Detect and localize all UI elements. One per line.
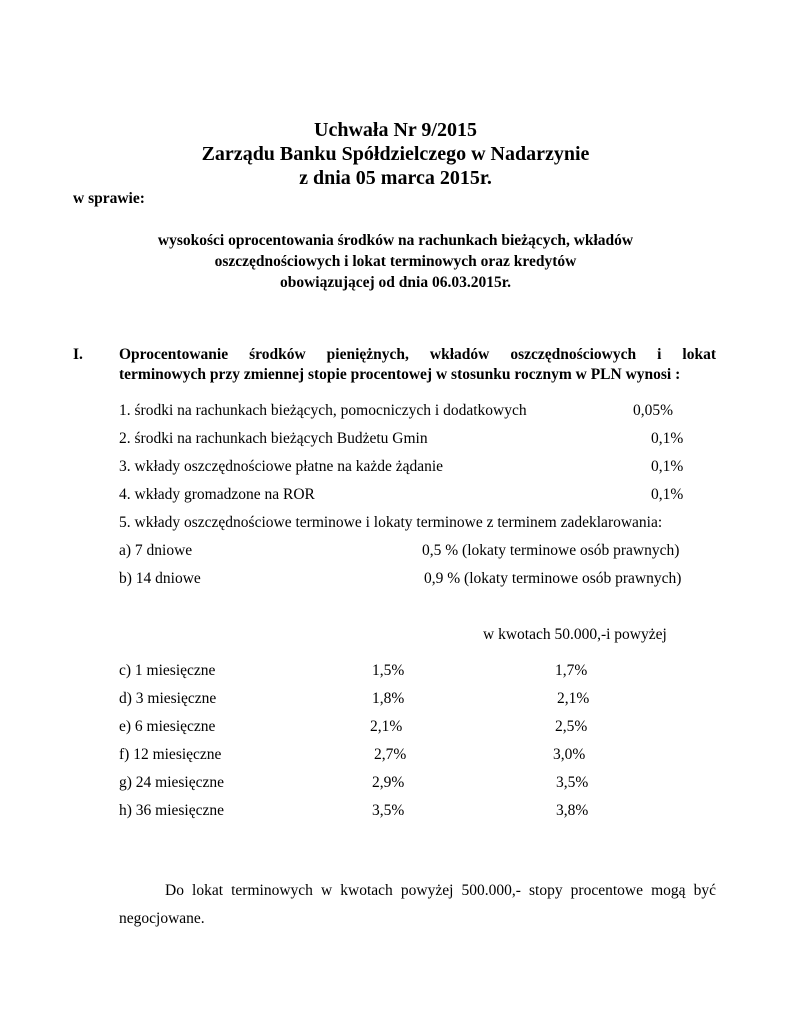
term-rate: 3,5% (372, 802, 405, 819)
subject-line-2: oszczędnościowych i lokat terminowych oraz kredytów (214, 253, 577, 270)
subject-line-1: wysokości oprocentowania środków na rachunkach bieżących, wkładów (157, 232, 634, 249)
term-label: e) 6 miesięczne (119, 718, 216, 735)
rate-item-value: 0,1% (651, 458, 684, 475)
term-label: f) 12 miesięczne (119, 746, 222, 763)
term-rate-high: 2,5% (555, 718, 588, 735)
term-label: a) 7 dniowe (119, 542, 193, 559)
term-rate-high: 1,7% (555, 662, 588, 679)
section-heading-line-2: terminowych przy zmiennej stopie procentowej w stosunku rocznym w PLN wynosi : (119, 366, 681, 383)
term-rate: 1,5% (372, 662, 405, 679)
rate-item-value: 0,05% (633, 402, 674, 419)
term-rate: 0,9 % (lokaty terminowe osób prawnych) (424, 570, 682, 587)
rate-item-value: 0,1% (651, 430, 684, 447)
rate-item-label: 1. środki na rachunkach bieżących, pomocniczych i dodatkowych (119, 402, 527, 419)
term-rate: 2,9% (372, 774, 405, 791)
document-date: z dnia 05 marca 2015r. (299, 167, 492, 189)
regarding-label: w sprawie: (73, 190, 145, 207)
rate-item-value: 0,1% (651, 486, 684, 503)
term-deposits-heading: 5. wkłady oszczędnościowe terminowe i lokaty terminowe z terminem zadeklarowania: (119, 514, 663, 531)
section-number: I. (73, 346, 83, 363)
rate-item-label: 4. wkłady gromadzone na ROR (119, 486, 315, 503)
term-rate: 0,5 % (lokaty terminowe osób prawnych) (422, 542, 680, 559)
rate-item-label: 2. środki na rachunkach bieżących Budżetu Gmin (119, 430, 428, 447)
rate-item-label: 3. wkłady oszczędnościowe płatne na każde żądanie (119, 458, 444, 475)
term-rate-high: 2,1% (557, 690, 590, 707)
term-rate-high: 3,8% (556, 802, 589, 819)
term-rate-high: 3,5% (556, 774, 589, 791)
term-rate: 2,7% (374, 746, 407, 763)
term-rate: 1,8% (372, 690, 405, 707)
negotiation-note-line-1: Do lokat terminowych w kwotach powyżej 500.000,- stopy procentowe mogą być (165, 882, 716, 899)
amount-column-header: w kwotach 50.000,-i powyżej (483, 626, 667, 643)
term-label: g) 24 miesięczne (119, 774, 225, 791)
subject-line-3: obowiązującej od dnia 06.03.2015r. (279, 274, 512, 291)
term-rate-high: 3,0% (553, 746, 586, 763)
document-title: Uchwała Nr 9/2015 (314, 119, 477, 141)
section-heading-line-1: Oprocentowanie środków pieniężnych, wkładów oszczędnościowych i lokat (119, 346, 716, 363)
term-rate: 2,1% (370, 718, 403, 735)
negotiation-note-line-2: negocjowane. (119, 910, 205, 927)
term-label: b) 14 dniowe (119, 570, 201, 587)
term-label: d) 3 miesięczne (119, 690, 217, 707)
term-label: c) 1 miesięczne (119, 662, 216, 679)
issuer-name: Zarządu Banku Spółdzielczego w Nadarzynie (201, 143, 590, 165)
term-label: h) 36 miesięczne (119, 802, 225, 819)
